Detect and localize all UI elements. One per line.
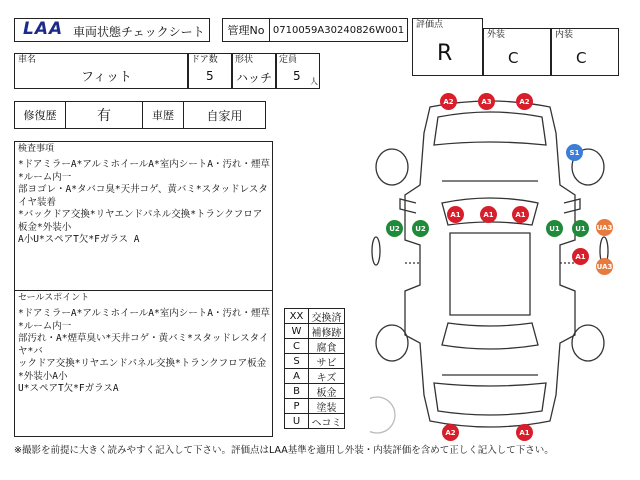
legend-label: ヘコミ — [308, 413, 345, 429]
page-title: 車両状態チェックシート — [73, 25, 205, 39]
legend-code: U — [284, 413, 309, 429]
mgmt-value: 0710059A30240826W001 — [269, 18, 408, 42]
footer-note: ※撮影を前提に大きく読みやすく記入して下さい。評価点はLAA基準を適用し外装・内装評価を含めて正しく記入して下さい。 — [14, 445, 554, 456]
damage-badge: A2 — [516, 93, 533, 110]
car-history-value: 自家用 — [183, 101, 266, 129]
legend-code: C — [284, 338, 309, 354]
ext-label: 外装 — [487, 30, 506, 40]
damage-badge: U2 — [412, 220, 429, 237]
capacity-value: 5 — [293, 69, 301, 83]
damage-badge: A3 — [478, 93, 495, 110]
damage-badge: S1 — [566, 144, 583, 161]
sales-text: *ドアミラーA*アルミホイールA*室内シートA・汚れ・煙草*ルーム内一 部汚れ・A*煙草臭い*天井コゲ・黄バミ*スタッドレスタイヤ*バ ックドア交換*リヤエンドパネル交換*トランクフロア板金*外装小A小 U*スペアT欠*FガラスA — [18, 308, 270, 394]
legend-label: キズ — [308, 368, 345, 384]
legend-label: 腐食 — [308, 338, 345, 354]
inspection-label: 検査事項 — [18, 144, 55, 154]
int-value: C — [576, 49, 587, 67]
legend-code: S — [284, 353, 309, 369]
damage-badge: A2 — [442, 424, 459, 441]
int-label: 内装 — [555, 30, 574, 40]
shape-value: ハッチ — [236, 71, 273, 85]
damage-badge: A1 — [480, 206, 497, 223]
car-name-box — [14, 53, 188, 89]
damage-badge: A1 — [516, 424, 533, 441]
mgmt-label: 管理No — [222, 18, 270, 42]
ext-value: C — [508, 49, 519, 67]
legend-label: 交換済 — [308, 308, 345, 324]
eval-label: 評価点 — [416, 20, 444, 30]
repair-history-label: 修復歴 — [14, 101, 66, 129]
eval-box — [412, 18, 483, 76]
damage-badge: U1 — [546, 220, 563, 237]
damage-badge: U1 — [572, 220, 589, 237]
legend-code: A — [284, 368, 309, 384]
damage-badge: A1 — [447, 206, 464, 223]
damage-badge: UA3 — [596, 219, 613, 236]
car-name-value: フィット — [81, 70, 132, 85]
legend-label: 補修跡 — [308, 323, 345, 339]
capacity-box — [276, 53, 320, 89]
car-diagram — [370, 85, 610, 443]
inspection-text: *ドアミラーA*アルミホイールA*室内シートA・汚れ・煙草*ルーム内一 部ヨゴレ・A*タバコ臭*天井コゲ、黄バミ*スタッドレスタイヤ装着 *バックドア交換*リヤエンドパネル交換*トランクフロア板金*外装小 A小U*スペアT欠*Fガラス A — [18, 159, 270, 245]
int-box — [551, 28, 619, 76]
eval-value: R — [437, 41, 453, 66]
header-title-box — [14, 18, 210, 42]
sales-label: セールスポイント — [18, 293, 90, 303]
repair-history-value: 有 — [65, 101, 143, 129]
sales-box — [14, 290, 273, 437]
damage-badge: A1 — [512, 206, 529, 223]
shape-box — [232, 53, 276, 89]
damage-badge: U2 — [386, 220, 403, 237]
legend-code: P — [284, 398, 309, 414]
ext-box — [483, 28, 551, 76]
capacity-unit: 人 — [310, 77, 318, 86]
car-history-label: 車歴 — [142, 101, 184, 129]
legend-code: B — [284, 383, 309, 399]
shape-label: 形状 — [235, 55, 254, 65]
legend-label: 板金 — [308, 383, 345, 399]
car-name-label: 車名 — [18, 55, 37, 65]
legend-label: サビ — [308, 353, 345, 369]
capacity-label: 定員 — [279, 55, 298, 65]
legend-code: W — [284, 323, 309, 339]
doors-label: ドア数 — [191, 55, 218, 65]
doors-box — [188, 53, 232, 89]
inspection-box — [14, 141, 273, 291]
logo: LAA — [23, 19, 64, 39]
legend-label: 塗装 — [308, 398, 345, 414]
doors-value: 5 — [206, 69, 214, 83]
legend-code: XX — [284, 308, 309, 324]
damage-badge: A2 — [440, 93, 457, 110]
damage-badge: UA3 — [596, 258, 613, 275]
damage-badge: A1 — [572, 248, 589, 265]
